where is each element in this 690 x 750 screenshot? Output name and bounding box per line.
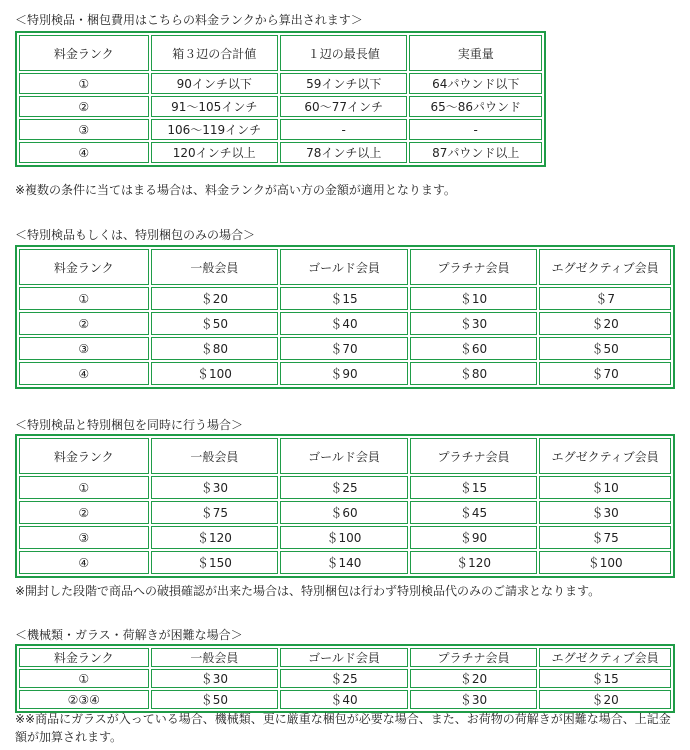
- table-cell: ＄70: [280, 337, 408, 360]
- header-cell: 一般会員: [151, 648, 279, 667]
- table-cell: ＄15: [280, 287, 408, 310]
- table-row: [19, 551, 671, 574]
- header-cell: エグゼクティブ会員: [539, 249, 671, 285]
- table-cell: ＄7: [539, 287, 671, 310]
- table-row: [19, 312, 671, 335]
- table-cell: ＄30: [410, 690, 538, 709]
- header-cell: 一般会員: [151, 438, 279, 474]
- table-cell: ＄30: [151, 669, 279, 688]
- table-cell: ＄10: [539, 476, 671, 499]
- table-cell: ＄100: [280, 526, 408, 549]
- table-row: [19, 96, 542, 117]
- table-cell: ＄70: [539, 362, 671, 385]
- header-cell: 実重量: [409, 35, 542, 71]
- table-cell: ＄60: [280, 501, 408, 524]
- combined-service-fee-table: [15, 434, 675, 578]
- header-cell: 一般会員: [151, 249, 279, 285]
- table-cell: ＄100: [151, 362, 279, 385]
- section1-note: ※複数の条件に当てはまる場合は、料金ランクが高い方の金額が適用となります。: [15, 183, 456, 197]
- table-cell: 120インチ以上: [151, 142, 278, 163]
- table-cell: 87パウンド以上: [409, 142, 542, 163]
- section1-heading: ＜特別検品・梱包費用はこちらの料金ランクから算出されます＞: [15, 13, 363, 27]
- table-cell: ①: [19, 476, 149, 499]
- table-cell: ＄50: [151, 690, 279, 709]
- table-cell: ＄45: [410, 501, 538, 524]
- table-cell: ＄20: [151, 287, 279, 310]
- section2-heading: ＜特別検品もしくは、特別梱包のみの場合＞: [15, 228, 256, 242]
- table-cell: ①: [19, 287, 149, 310]
- table-cell: ③: [19, 337, 149, 360]
- table-cell: ＄120: [410, 551, 538, 574]
- size-rank-table: [15, 31, 546, 167]
- table-cell: ＄20: [539, 690, 671, 709]
- table-cell: ④: [19, 551, 149, 574]
- section4-heading: ＜機械類・ガラス・荷解きが困難な場合＞: [15, 628, 243, 642]
- table-cell: ＄80: [410, 362, 538, 385]
- header-cell: エグゼクティブ会員: [539, 648, 671, 667]
- table-cell: ＄90: [410, 526, 538, 549]
- table-cell: ③: [19, 119, 149, 140]
- table-cell: ②: [19, 312, 149, 335]
- header-cell: プラチナ会員: [410, 249, 538, 285]
- table-row: [19, 337, 671, 360]
- table-cell: ＄60: [410, 337, 538, 360]
- special-items-fee-table: [15, 644, 675, 713]
- table-cell: ④: [19, 142, 149, 163]
- table-header-row: [19, 648, 671, 667]
- table-cell: 64パウンド以下: [409, 73, 542, 94]
- table-row: [19, 669, 671, 688]
- table-cell: ②: [19, 96, 149, 117]
- table-row: [19, 690, 671, 709]
- header-cell: ゴールド会員: [280, 438, 408, 474]
- header-cell: １辺の最長値: [280, 35, 407, 71]
- table-cell: ①: [19, 73, 149, 94]
- table-row: [19, 526, 671, 549]
- table-cell: ＄150: [151, 551, 279, 574]
- table-cell: ＄10: [410, 287, 538, 310]
- table-cell: ＄100: [539, 551, 671, 574]
- table-row: [19, 476, 671, 499]
- table-row: [19, 73, 542, 94]
- table-cell: 91～105インチ: [151, 96, 278, 117]
- table-cell: ＄30: [151, 476, 279, 499]
- table-cell: ＄40: [280, 690, 408, 709]
- header-cell: 料金ランク: [19, 438, 149, 474]
- header-cell: エグゼクティブ会員: [539, 438, 671, 474]
- table-cell: ③: [19, 526, 149, 549]
- table-cell: ①: [19, 669, 149, 688]
- header-cell: ゴールド会員: [280, 648, 408, 667]
- table-cell: ＄80: [151, 337, 279, 360]
- header-cell: プラチナ会員: [410, 438, 538, 474]
- header-cell: ゴールド会員: [280, 249, 408, 285]
- table-cell: ＄20: [410, 669, 538, 688]
- table-header-row: [19, 35, 542, 71]
- table-cell: 78インチ以上: [280, 142, 407, 163]
- table-row: [19, 362, 671, 385]
- header-cell: 料金ランク: [19, 648, 149, 667]
- section3-note: ※開封した段階で商品への破損確認が出来た場合は、特別梱包は行わず特別検品代のみのご請求となります。: [15, 584, 601, 598]
- table-cell: ＄50: [151, 312, 279, 335]
- table-header-row: [19, 249, 671, 285]
- table-cell: ＄30: [410, 312, 538, 335]
- table-row: [19, 142, 542, 163]
- table-cell: ＄40: [280, 312, 408, 335]
- table-cell: 60～77インチ: [280, 96, 407, 117]
- table-cell: ＄25: [280, 669, 408, 688]
- table-row: [19, 119, 542, 140]
- header-cell: プラチナ会員: [410, 648, 538, 667]
- table-cell: ＄15: [410, 476, 538, 499]
- header-cell: 料金ランク: [19, 249, 149, 285]
- table-cell: -: [280, 119, 407, 140]
- table-cell: ＄30: [539, 501, 671, 524]
- table-cell: -: [409, 119, 542, 140]
- table-cell: ＄25: [280, 476, 408, 499]
- table-cell: ＄50: [539, 337, 671, 360]
- table-cell: ②: [19, 501, 149, 524]
- table-row: [19, 287, 671, 310]
- table-cell: 90インチ以下: [151, 73, 278, 94]
- table-cell: 106～119インチ: [151, 119, 278, 140]
- header-cell: 料金ランク: [19, 35, 149, 71]
- table-cell: ＄90: [280, 362, 408, 385]
- single-service-fee-table: [15, 245, 675, 389]
- table-header-row: [19, 438, 671, 474]
- section4-note: ※※商品にガラスが入っている場合、機械類、更に厳重な梱包が必要な場合、また、お荷物の荷解きが困難な場合、上記金額が加算されます。: [15, 712, 671, 744]
- table-cell: 59インチ以下: [280, 73, 407, 94]
- table-cell: ＄75: [151, 501, 279, 524]
- table-cell: ＄75: [539, 526, 671, 549]
- table-cell: ＄20: [539, 312, 671, 335]
- table-cell: ④: [19, 362, 149, 385]
- table-cell: ②③④: [19, 690, 149, 709]
- table-cell: 65～86パウンド: [409, 96, 542, 117]
- table-cell: ＄140: [280, 551, 408, 574]
- table-row: [19, 501, 671, 524]
- section3-heading: ＜特別検品と特別梱包を同時に行う場合＞: [15, 418, 244, 432]
- table-cell: ＄120: [151, 526, 279, 549]
- header-cell: 箱３辺の合計値: [151, 35, 278, 71]
- table-cell: ＄15: [539, 669, 671, 688]
